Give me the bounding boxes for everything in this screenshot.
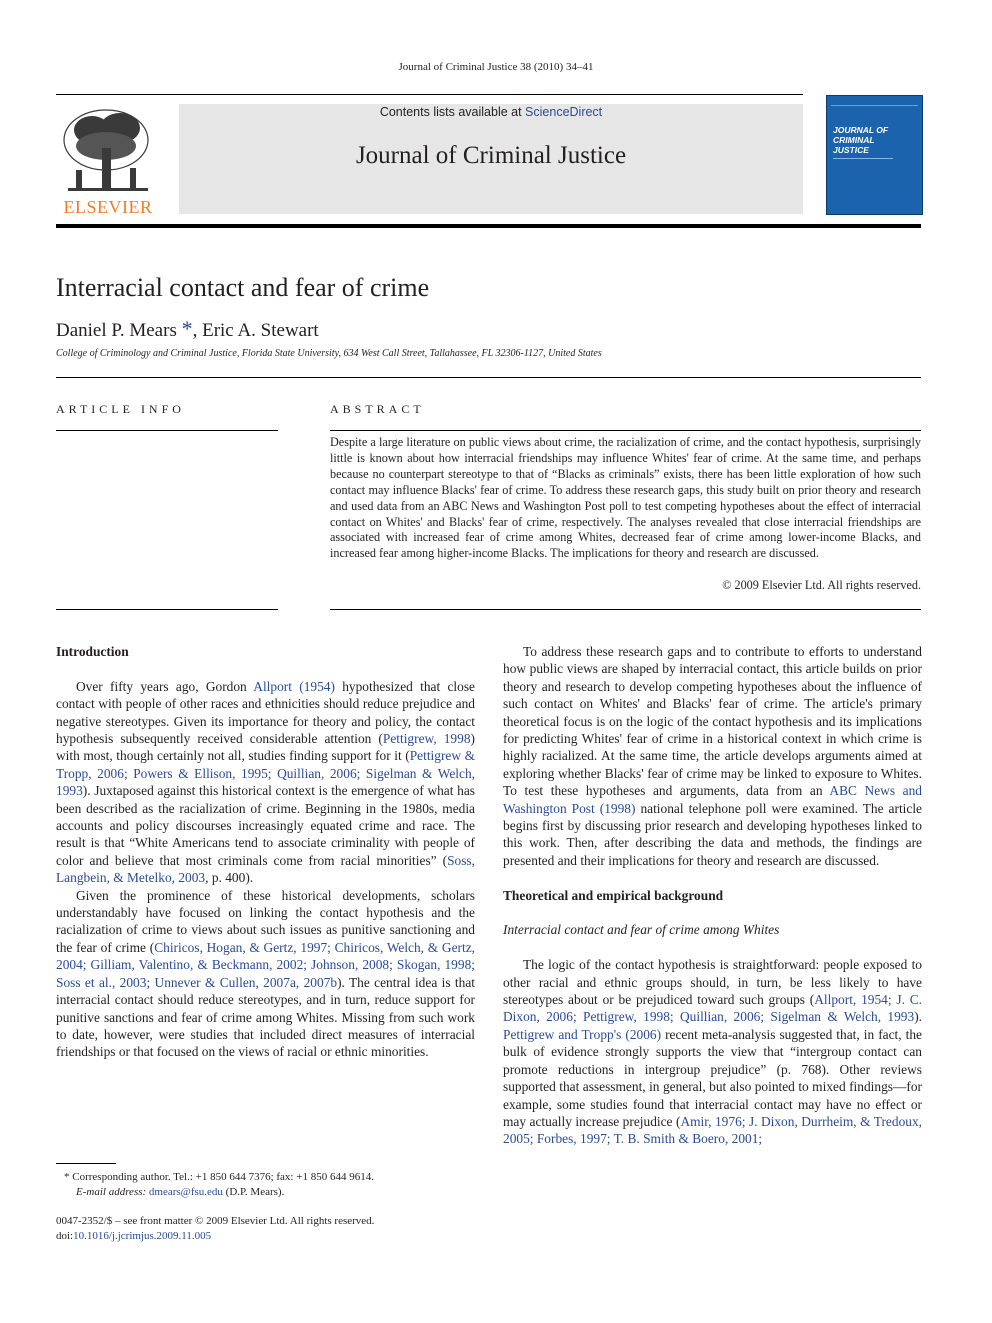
article-info-bottom-rule bbox=[56, 609, 278, 610]
body-left-column bbox=[56, 643, 475, 1061]
footnote-text: Corresponding author. Tel.: +1 850 644 7376; fax: +1 850 644 9614. bbox=[69, 1171, 374, 1183]
affiliation: College of Criminology and Criminal Justice, Florida State University, 634 West Call Street, Tallahassee, FL 32306-1127, United States bbox=[56, 348, 602, 359]
abstract-copyright: © 2009 Elsevier Ltd. All rights reserved. bbox=[722, 578, 921, 592]
cover-title: JOURNAL OF CRIMINAL JUSTICE bbox=[833, 125, 889, 155]
article-title: Interracial contact and fear of crime bbox=[56, 273, 430, 302]
issn-line: 0047-2352/$ – see front matter © 2009 Elsevier Ltd. All rights reserved. bbox=[56, 1215, 375, 1227]
abstract-text: Despite a large literature on public views about crime, the racialization of crime, and the contact hypothesis, surprisingly little is known about how interracial friendships may influence Whites' fear of crime. At the same time, and perhaps because no counterpart stereotype to that of “Blacks as criminals” exists, there has been little exploration of how such contact may influence Blacks' fear of crime. To address these research gaps, this study built on prior theory and research and used data from an ABC News and Washington Post poll to test competing hypotheses about the effect of interracial contact on Whites' and Blacks' fear of crime, respectively. The analyses revealed that close interracial friendships are associated with increased fear of crime among Whites, decreased fear of crime among lower-income Blacks, and increased fear among higher-income Blacks. The implications for theory and research are discussed. bbox=[330, 435, 921, 561]
cover-top-band bbox=[831, 99, 918, 106]
doi-link[interactable]: 10.1016/j.jcrimjus.2009.11.005 bbox=[73, 1230, 212, 1242]
theory-paragraph-1: The logic of the contact hypothesis is straightforward: people exposed to other racial and ethnic groups should, in turn, be less likely to have stereotypes about or be prejudiced toward such groups (Allport, 1954; J. C. Dixon, 2006; Pettigrew, 1998; Quillian, 2006; Sigelman & Welch, 1993). Pettigrew and Tropp's (2006) recent meta-analysis suggested that, in fact, the bulk of evidence strongly supports the view that “intergroup contact can promote reductions in intergroup prejudice” (p. 768). Other reviews supported that assessment, in general, but also pointed to mixed findings—for example, some studies found that interracial contact may have no effect or may actually increase prejudice (Amir, 1976; J. Dixon, Durrheim, & Tredoux, 2005; Forbes, 1997; T. B. Smith & Boero, 2001; bbox=[503, 957, 922, 1147]
contents-line bbox=[179, 105, 803, 119]
abstract-bottom-rule bbox=[330, 609, 921, 610]
ref-link[interactable]: Allport (1954) bbox=[253, 678, 335, 694]
email-suffix: (D.P. Mears). bbox=[222, 1186, 285, 1198]
sciencedirect-link[interactable]: ScienceDirect bbox=[525, 105, 603, 119]
article-info-heading: ARTICLE INFO bbox=[56, 402, 185, 416]
ref-link[interactable]: Chiricos, Hogan, & Gertz, 1997; Chiricos, Welch, & Gertz, 2004; Gilliam, Valentino, & Beckmann, 2002; Johnson, 2008; Skogan, 1998; Soss et al., 2003; Unnever & Cullen, 2007a, 2007b bbox=[56, 939, 475, 990]
email-label: E-mail address: bbox=[76, 1186, 149, 1198]
ref-link[interactable]: Amir, 1976; J. Dixon, Durrheim, & Tredoux, 2005; Forbes, 1997; T. B. Smith & Boero, 2001; bbox=[503, 1113, 922, 1147]
footnote-mark: * bbox=[64, 1171, 70, 1183]
intro-paragraph-2: Given the prominence of these historical developments, scholars understandably have focused on linking the contact hypothesis and the racialization of crime to views about such issues as punitive sanctioning and the fear of crime (Chiricos, Hogan, & Gertz, 1997; Chiricos, Welch, & Gertz, 2004; Gilliam, Valentino, & Beckmann, 2002; Johnson, 2008; Skogan, 1998; Soss et al., 2003; Unnever & Cullen, 2007a, 2007b). The central idea is that interracial contact should reduce stereotypes, and in turn, reduce support for punitive sanctions and fear of crime among Whites. Missing from such work to date, however, were studies that included direct measures of interracial friendships or that focused on the views of racial or ethnic minorities. bbox=[56, 887, 475, 1060]
ref-link[interactable]: Pettigrew & Tropp, 2006; Powers & Ellison, 1995; Quillian, 2006; Sigelman & Welch, 1993 bbox=[56, 748, 475, 799]
contents-prefix: Contents lists available at bbox=[379, 105, 526, 119]
header-top-rule bbox=[56, 94, 803, 95]
ref-link[interactable]: ABC News and Washington Post (1998) bbox=[503, 783, 922, 816]
cover-rule bbox=[833, 158, 893, 159]
header-thick-rule bbox=[56, 224, 921, 228]
journal-cover-thumbnail bbox=[826, 95, 923, 215]
intro-paragraph-1: Over fifty years ago, Gordon Allport (1954) hypothesized that close contact with people of other races and ethnicities should reduce prejudice and negative stereotypes. Given its importance for theory and policy, the contact hypothesis subsequently received considerable attention (Pettigrew, 1998) with most, though certainly not all, studies finding support for it (Pettigrew & Tropp, 2006; Powers & Ellison, 1995; Quillian, 2006; Sigelman & Welch, 1993). Juxtaposed against this historical context is the emergence of what has been described as the racialization of crime. Beginning in the 1980s, media accounts and policy discourses increasingly equated crime and race. The result is that “White Americans tend to associate criminality with people of color and believe that most criminals come from racial minorities” (Soss, Langbein, & Metelko, 2003, p. 400). bbox=[56, 678, 475, 886]
page-footer bbox=[56, 1214, 475, 1244]
corresponding-author-mark[interactable]: * bbox=[181, 316, 193, 341]
abstract-rule bbox=[330, 430, 921, 431]
author-stewart: Eric A. Stewart bbox=[202, 320, 319, 341]
theory-heading: Theoretical and empirical background bbox=[503, 887, 724, 903]
intro-paragraph-3: To address these research gaps and to contribute to efforts to understand how public views are shaped by interracial contact, this article builds on prior theory and research to develop competing hypotheses about the influence of such contact on Whites' and Blacks' fear of crime. The article's primary theoretical focus is on the logic of the contact hypothesis and its implications for predicting Whites' fear of crime in a historical context in which crime is highly racialized. At the same time, the article develops arguments aimed at exploring whether Blacks' fear of crime may be linked to exposure to Whites. To test these hypotheses and arguments, data from an ABC News and Washington Post (1998) national telephone poll were examined. The article begins first by discussing prior research and developing hypotheses linked to this work. Then, after describing the data and methods, the findings are presented and their implications for theory and research are discussed. bbox=[503, 644, 922, 868]
abstract-heading: ABSTRACT bbox=[330, 402, 425, 416]
elsevier-wordmark: ELSEVIER bbox=[63, 197, 153, 217]
journal-name: Journal of Criminal Justice bbox=[355, 142, 627, 169]
author-mears: Daniel P. Mears bbox=[56, 320, 177, 341]
email-link[interactable]: dmears@fsu.edu bbox=[148, 1186, 223, 1198]
journal-citation: Journal of Criminal Justice 38 (2010) 34–41 bbox=[398, 61, 594, 73]
title-bottom-rule bbox=[56, 377, 921, 378]
author-list bbox=[56, 316, 319, 342]
ref-link[interactable]: Pettigrew and Tropp's (2006) bbox=[503, 1026, 662, 1042]
corresponding-author-footnote bbox=[56, 1170, 475, 1200]
ref-link[interactable]: Allport, 1954; J. C. Dixon, 2006; Pettigrew, 1998; Quillian, 2006; Sigelman & Welch, 1993 bbox=[503, 992, 922, 1025]
article-info-rule bbox=[56, 430, 278, 431]
introduction-heading: Introduction bbox=[56, 644, 129, 659]
author-separator: , bbox=[192, 320, 203, 341]
ref-link[interactable]: Soss, Langbein, & Metelko, 2003 bbox=[56, 852, 475, 886]
body-right-column bbox=[503, 643, 922, 1148]
doi-label: doi: bbox=[56, 1230, 74, 1242]
ref-link[interactable]: Pettigrew, 1998 bbox=[382, 731, 471, 747]
subsection-heading: Interracial contact and fear of crime among Whites bbox=[503, 922, 780, 938]
footnote-rule bbox=[56, 1163, 116, 1164]
